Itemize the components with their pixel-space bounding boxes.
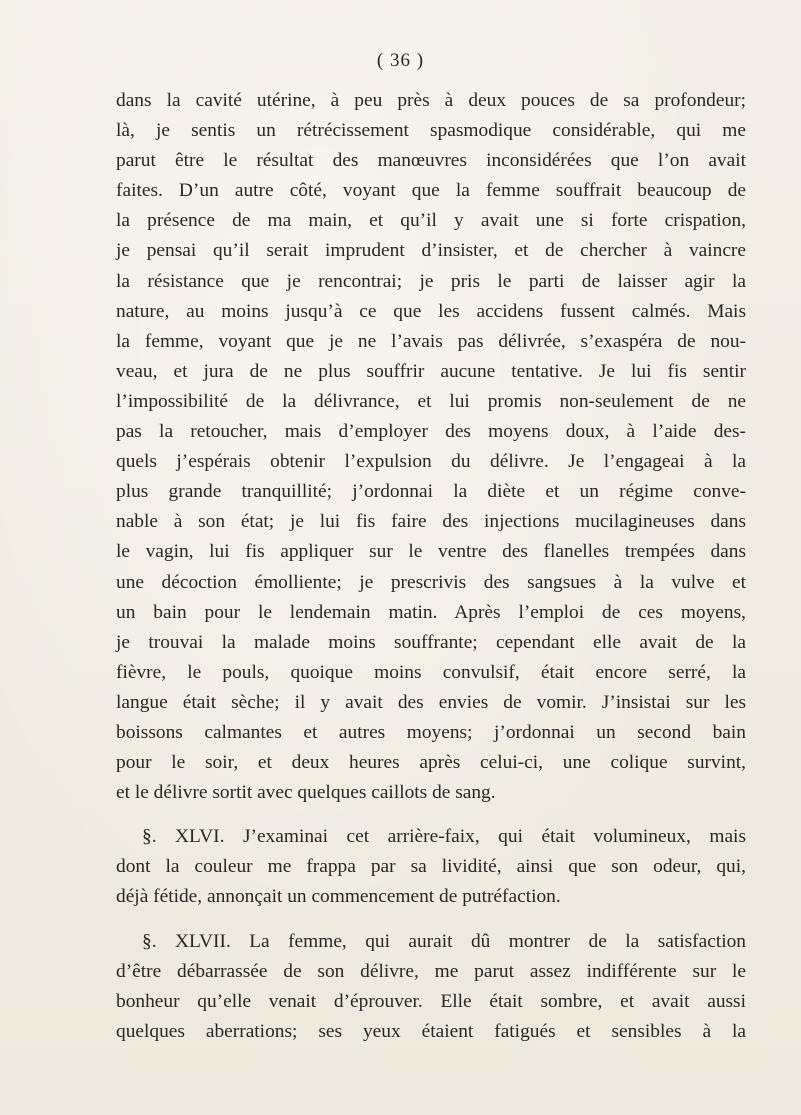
- text-line: et le délivre sortit avec quelques caillots de sang.: [116, 782, 496, 804]
- text-line: la résistance que je rencontrai; je pris le parti de laisser agir la: [116, 270, 746, 292]
- paragraph-section-46: [116, 822, 746, 912]
- text-line: nature, au moins jusqu’à ce que les accidens fussent calmés. Mais: [116, 300, 746, 322]
- body-text: [116, 86, 746, 1047]
- section-heading-line: §. XLVI. J’examinai cet arrière-faix, qui était volumineux, mais: [142, 826, 746, 848]
- page-number: ( 36 ): [376, 50, 425, 71]
- paragraph-gap: [116, 808, 746, 822]
- text-line: quels j’espérais obtenir l’expulsion du délivre. Je l’engageai à la: [116, 451, 746, 473]
- text-line: bonheur qu’elle venait d’éprouver. Elle était sombre, et avait aussi: [116, 990, 746, 1012]
- text-line: la présence de ma main, et qu’il y avait une si forte crispation,: [116, 210, 746, 232]
- text-line: d’être débarrassée de son délivre, me parut assez indifférente sur le: [116, 960, 746, 982]
- text-line: là, je sentis un rétrécissement spasmodique considérable, qui me: [116, 120, 746, 142]
- text-line: je trouvai la malade moins souffrante; cependant elle avait de la: [116, 631, 746, 653]
- paragraph-gap: [116, 913, 746, 927]
- paragraph-1: [116, 86, 746, 808]
- text-line: dont la couleur me frappa par sa lividité, ainsi que son odeur, qui,: [116, 856, 746, 878]
- text-line: l’impossibilité de la délivrance, et lui promis non-seulement de ne: [116, 390, 746, 412]
- text-line: nable à son état; je lui fis faire des injections mucilagineuses dans: [116, 511, 746, 533]
- text-line: plus grande tranquillité; j’ordonnai la diète et un régime conve-: [116, 481, 746, 503]
- text-line: déjà fétide, annonçait un commencement de putréfaction.: [116, 886, 561, 908]
- text-line: quelques aberrations; ses yeux étaient fatigués et sensibles à la: [116, 1020, 746, 1042]
- text-line: pas la retoucher, mais d’employer des moyens doux, à l’aide des-: [116, 421, 746, 443]
- text-line: pour le soir, et deux heures après celui-ci, une colique survint,: [116, 752, 746, 774]
- paragraph-section-47: [116, 927, 746, 1047]
- text-line: boissons calmantes et autres moyens; j’ordonnai un second bain: [116, 721, 746, 743]
- text-line: veau, et jura de ne plus souffrir aucune tentative. Je lui fis sentir: [116, 360, 746, 382]
- text-line: je pensai qu’il serait imprudent d’insister, et de chercher à vaincre: [116, 240, 746, 262]
- text-line: langue était sèche; il y avait des envies de vomir. J’insistai sur les: [116, 691, 746, 713]
- text-line: un bain pour le lendemain matin. Après l’emploi de ces moyens,: [116, 601, 746, 623]
- text-line: fièvre, le pouls, quoique moins convulsif, était encore serré, la: [116, 661, 746, 683]
- text-line: parut être le résultat des manœuvres inconsidérées que l’on avait: [116, 150, 746, 172]
- text-line: le vagin, lui fis appliquer sur le ventre des flanelles trempées dans: [116, 541, 746, 563]
- text-line: faites. D’un autre côté, voyant que la femme souffrait beaucoup de: [116, 180, 746, 202]
- text-line: la femme, voyant que je ne l’avais pas délivrée, s’exaspéra de nou-: [116, 330, 746, 352]
- text-line: une décoction émolliente; je prescrivis des sangsues à la vulve et: [116, 571, 746, 593]
- text-line: dans la cavité utérine, à peu près à deux pouces de sa profondeur;: [116, 90, 746, 111]
- section-heading-line: §. XLVII. La femme, qui aurait dû montrer de la satisfaction: [142, 930, 746, 952]
